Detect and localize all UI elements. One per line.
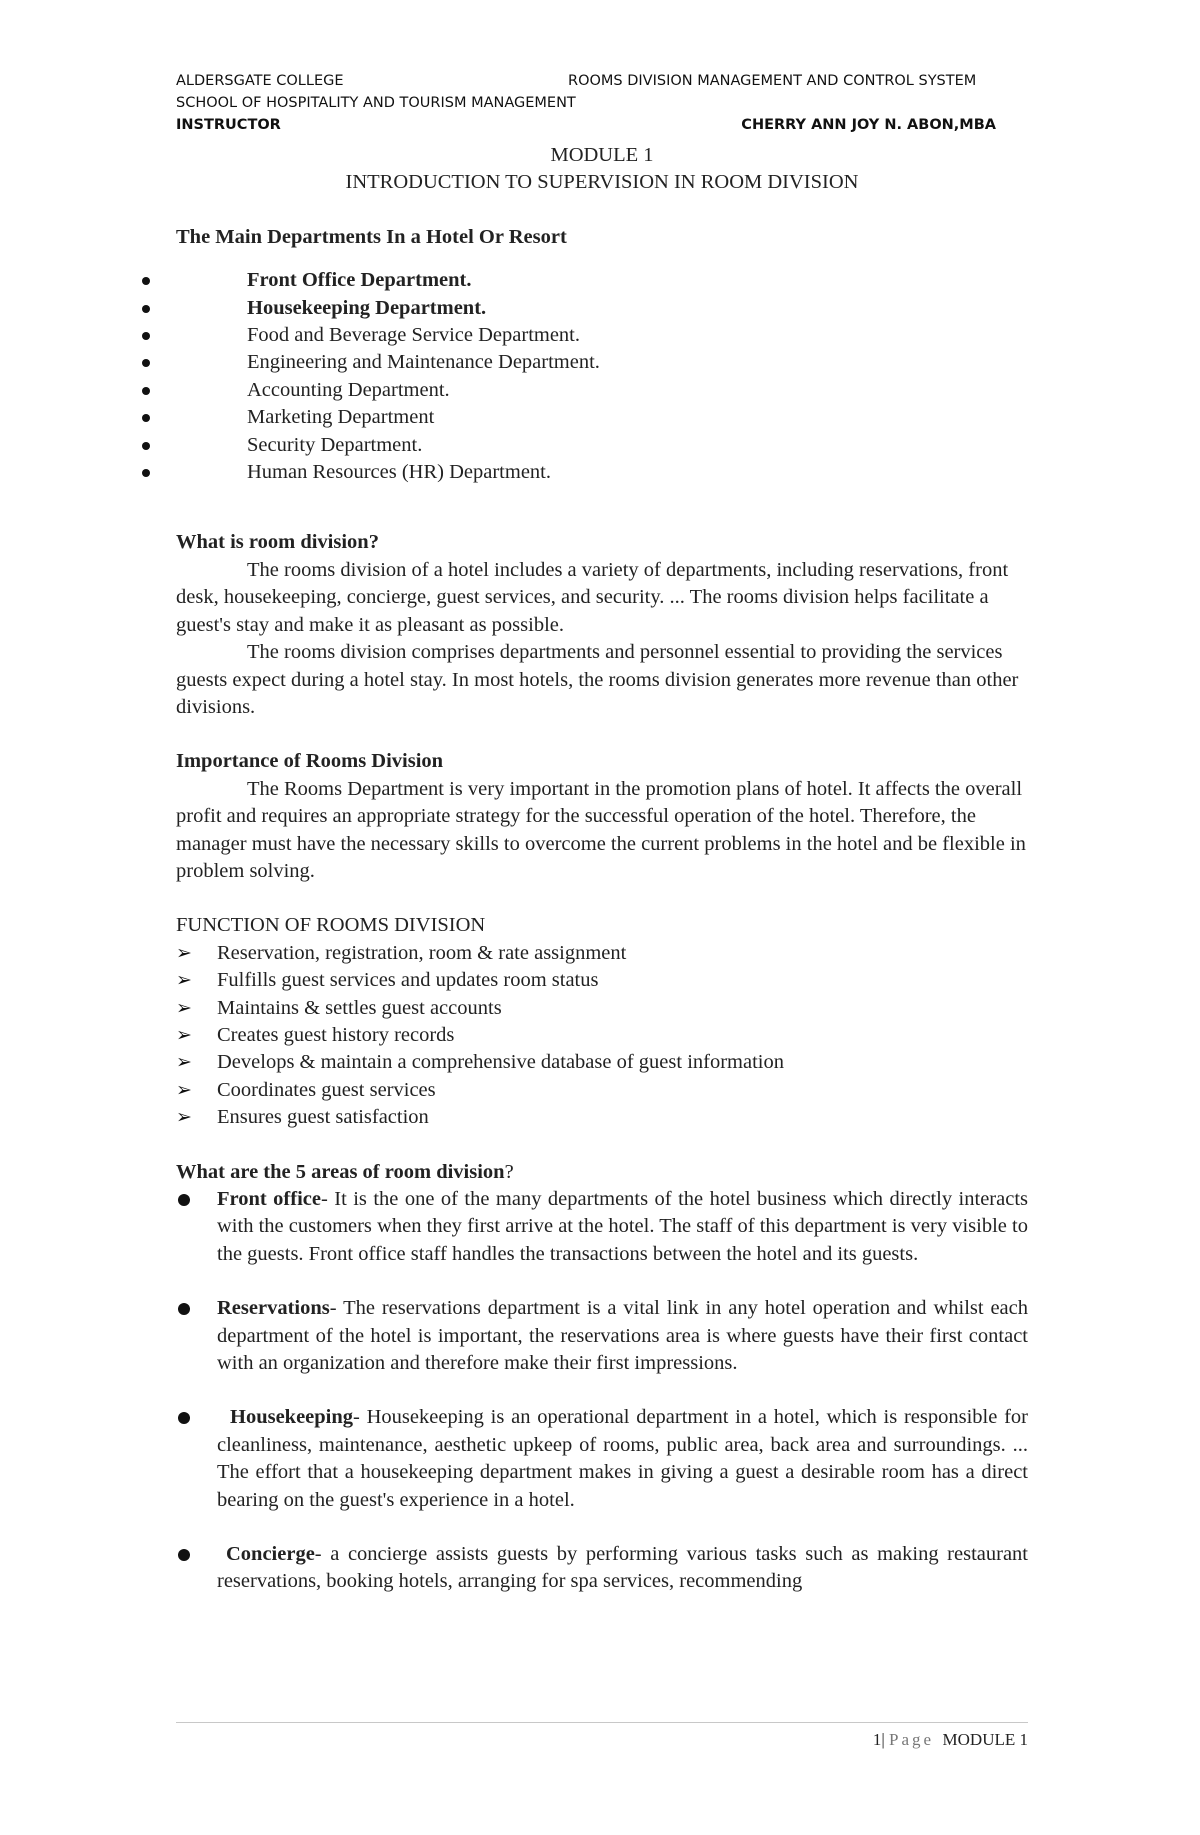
page-footer <box>873 1730 1028 1750</box>
importance-heading: Importance of Rooms Division <box>176 750 444 773</box>
arrow-bullet-icon: ➢ <box>176 997 192 1019</box>
bullet-icon <box>142 359 150 367</box>
list-item: Engineering and Maintenance Department. <box>176 349 1028 376</box>
arrow-bullet-icon: ➢ <box>176 942 192 964</box>
college-name: ALDERSGATE COLLEGE <box>176 73 344 89</box>
bullet-icon <box>142 414 150 422</box>
room-division-paragraph-1: The rooms division of a hotel includes a variety of departments, including reservations, front desk, housekeeping, concierge, guest services, and security. ... The rooms division helps facilitate a guest's stay and make it as pleasant as possible. <box>176 558 1009 636</box>
list-item: Security Department. <box>176 432 1028 459</box>
bullet-icon <box>142 442 150 450</box>
module-number: MODULE 1 <box>550 144 654 166</box>
room-division-paragraph-2: The rooms division comprises departments and personnel essential to providing the services guests expect during a hotel stay. In most hotels, the rooms division generates more revenue than other divisions. <box>176 641 1019 718</box>
bullet-icon <box>142 469 150 477</box>
list-item: ➢ Coordinates guest services <box>176 1077 1028 1104</box>
arrow-bullet-icon: ➢ <box>176 970 192 992</box>
footer-separator: | <box>881 1730 885 1749</box>
bullet-icon <box>142 277 150 285</box>
list-item: ➢ Reservation, registration, room & rate assignment <box>176 940 1028 967</box>
arrow-bullet-icon: ➢ <box>176 1079 192 1101</box>
page-number: 1 <box>872 1730 882 1749</box>
system-title: ROOMS DIVISION MANAGEMENT AND CONTROL SYSTEM <box>568 73 977 89</box>
importance-paragraph: The Rooms Department is very important in the promotion plans of hotel. It affects the overall profit and requires an appropriate strategy for the successful operation of the hotel. Therefore, the manager must have the necessary skills to overcome the current problems in the hotel and be flexible in problem solving. <box>176 777 1026 882</box>
list-item: ➢ Fulfills guest services and updates room status <box>176 967 1028 994</box>
instructor-label: INSTRUCTOR <box>176 117 281 133</box>
list-item: Food and Beverage Service Department. <box>176 322 1028 349</box>
list-item: Housekeeping Department. <box>176 295 1028 322</box>
functions-list <box>176 940 1028 1132</box>
areas-list <box>176 1186 1028 1596</box>
bullet-icon <box>178 1194 190 1206</box>
arrow-bullet-icon: ➢ <box>176 1107 192 1129</box>
list-item: ➢ Ensures guest satisfaction <box>176 1104 1028 1131</box>
bullet-icon <box>178 1549 190 1561</box>
departments-list <box>176 267 1028 486</box>
page-label: Page <box>888 1730 935 1749</box>
list-item: Concierge- a concierge assists guests by performing various tasks such as making restaurant reservations, booking hotels, arranging for spa services, recommending <box>176 1541 1028 1596</box>
footer-module: MODULE 1 <box>942 1730 1028 1749</box>
list-item: Housekeeping- Housekeeping is an operational department in a hotel, which is responsible for cleanliness, maintenance, aesthetic upkeep of rooms, public area, back area and surroundings. ... The effort that a housekeeping department makes in giving a guest a desirable room has a direct bearing on the guest's experience in a hotel. <box>176 1404 1028 1514</box>
list-item: Accounting Department. <box>176 377 1028 404</box>
list-item: Front Office Department. <box>176 267 1028 294</box>
list-item: ➢ Develops & maintain a comprehensive database of guest information <box>176 1049 1028 1076</box>
instructor-name: CHERRY ANN JOY N. ABON,MBA <box>741 117 996 133</box>
functions-heading: FUNCTION OF ROOMS DIVISION <box>176 914 486 937</box>
room-division-heading: What is room division? <box>176 531 379 554</box>
page-header <box>176 70 996 136</box>
departments-heading: The Main Departments In a Hotel Or Resort <box>176 225 567 248</box>
document-body <box>176 142 1028 1623</box>
list-item: Human Resources (HR) Department. <box>176 459 1028 486</box>
bullet-icon <box>142 332 150 340</box>
school-name: SCHOOL OF HOSPITALITY AND TOURISM MANAGEMENT <box>176 95 576 111</box>
bullet-icon <box>178 1412 190 1424</box>
list-item: ➢ Creates guest history records <box>176 1022 1028 1049</box>
module-title: INTRODUCTION TO SUPERVISION IN ROOM DIVISION <box>345 171 859 194</box>
footer-divider <box>176 1722 1028 1723</box>
list-item: ➢ Maintains & settles guest accounts <box>176 995 1028 1022</box>
list-item: Front office- It is the one of the many departments of the hotel business which directly interacts with the customers when they first arrive at the hotel. The staff of this department is very visible to the guests. Front office staff handles the transactions between the hotel and its guests. <box>176 1186 1028 1268</box>
arrow-bullet-icon: ➢ <box>176 1052 192 1074</box>
bullet-icon <box>142 305 150 313</box>
list-item: Marketing Department <box>176 404 1028 431</box>
list-item: Reservations- The reservations department is a vital link in any hotel operation and whilst each department of the hotel is important, the reservations area is where guests have their first contact with an organization and therefore make their first impressions. <box>176 1295 1028 1377</box>
arrow-bullet-icon: ➢ <box>176 1024 192 1046</box>
areas-heading: What are the 5 areas of room division? <box>176 1160 514 1183</box>
bullet-icon <box>142 387 150 395</box>
bullet-icon <box>178 1303 190 1315</box>
